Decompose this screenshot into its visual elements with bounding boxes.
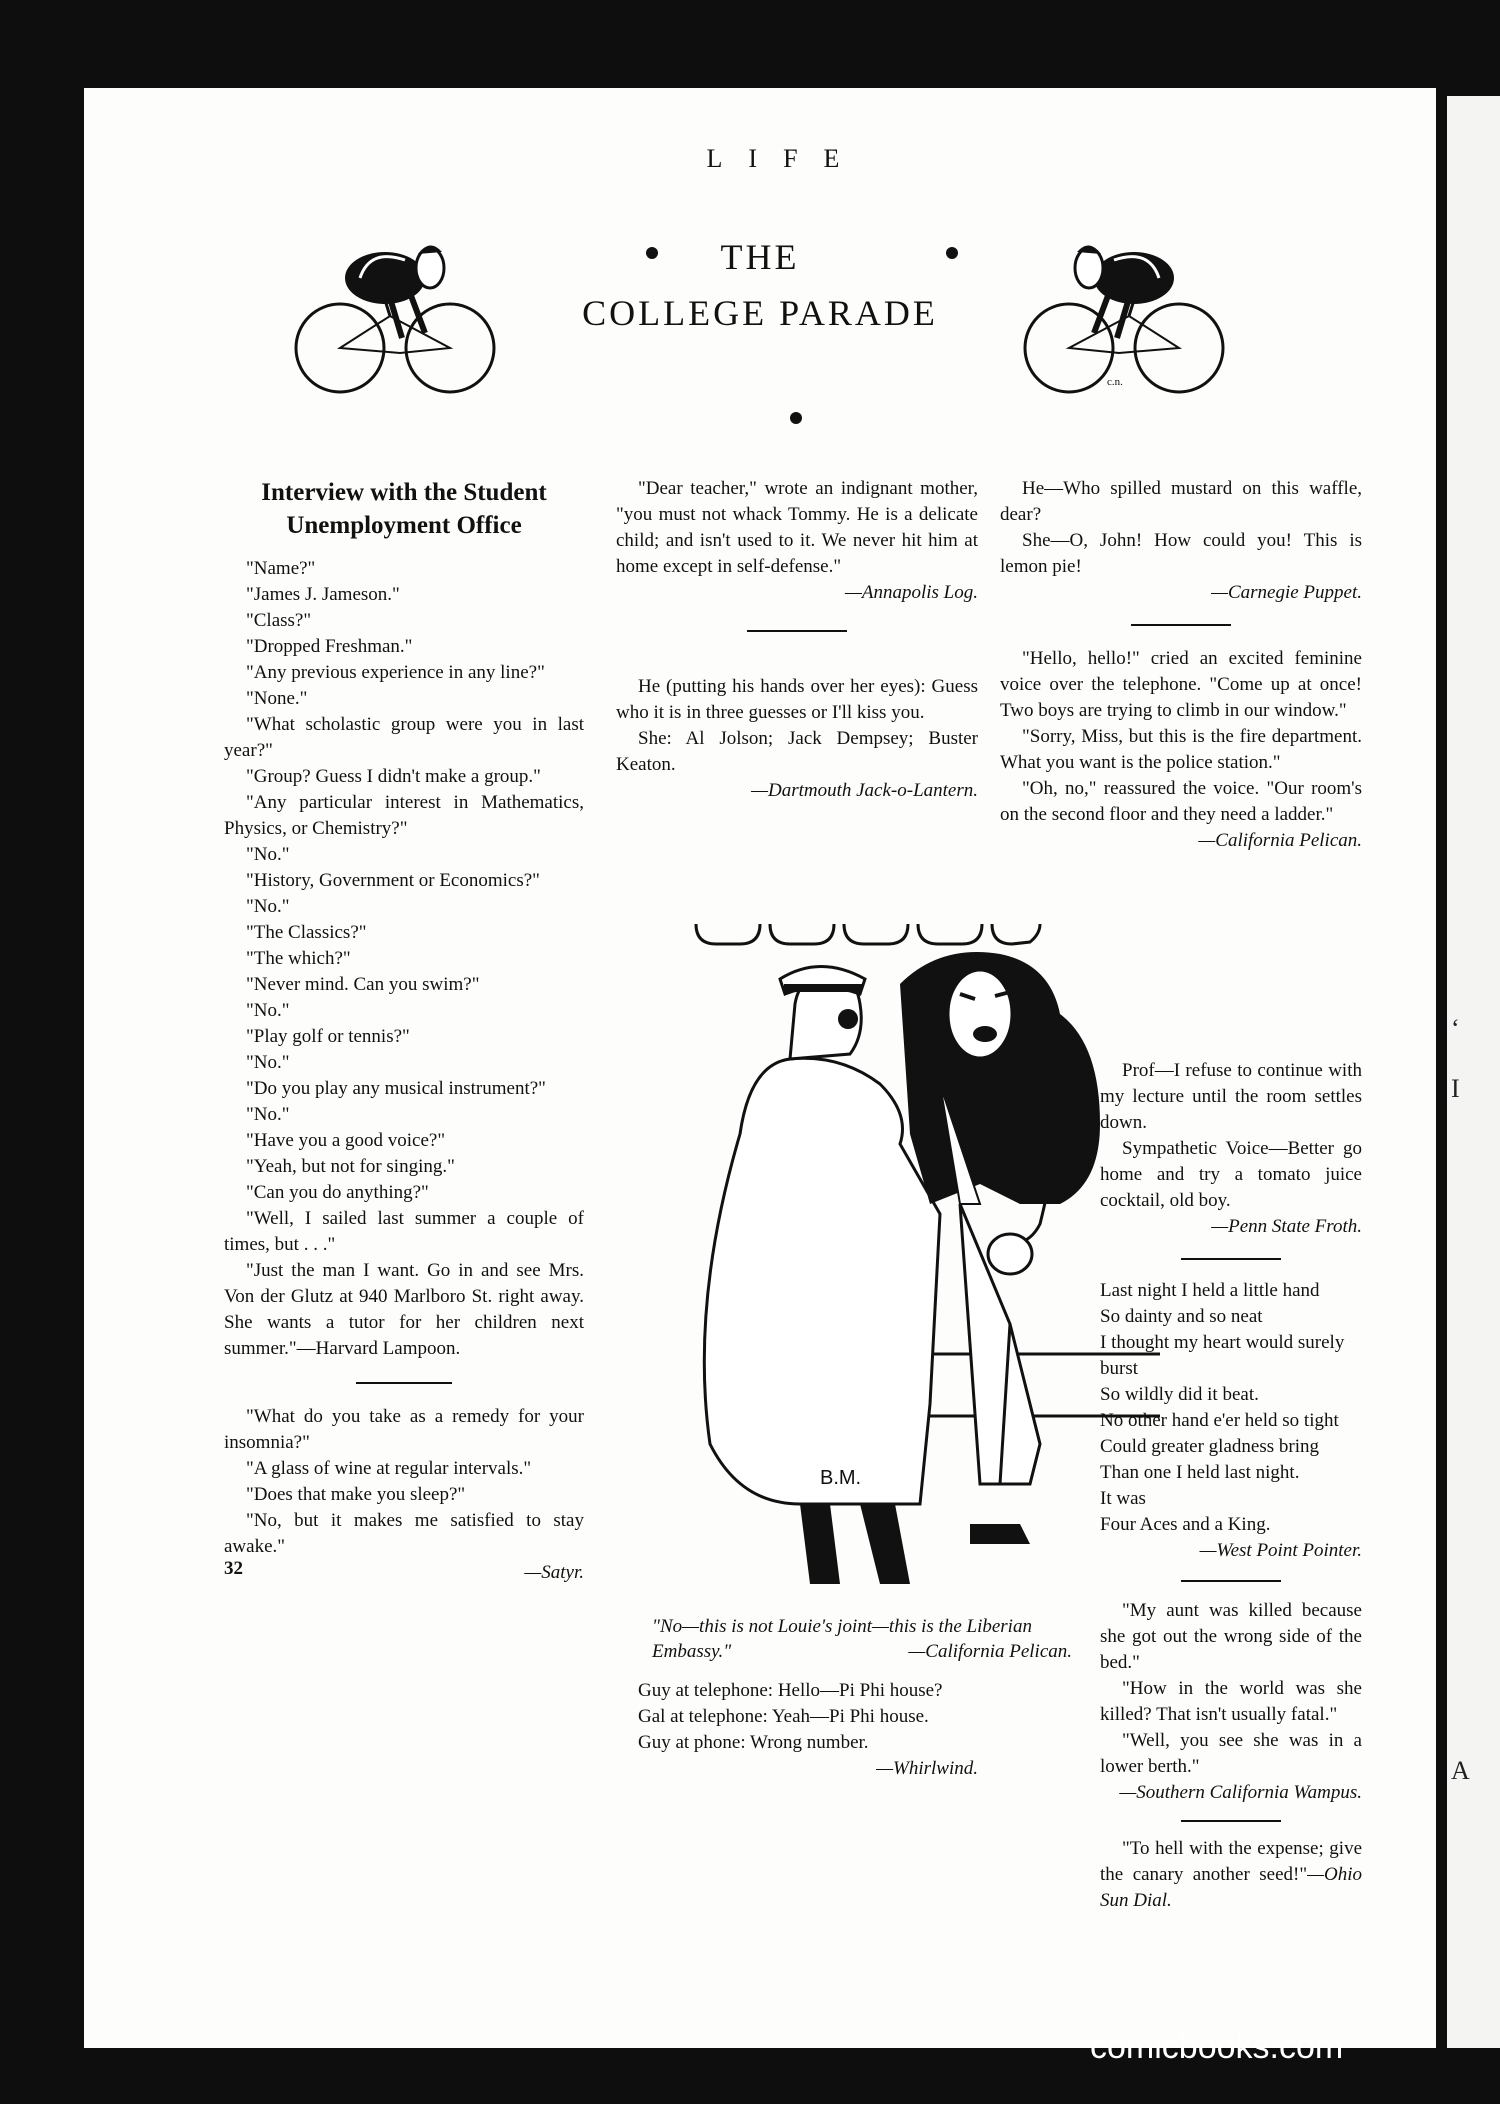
poem-line: Than one I held last night. [1100, 1462, 1300, 1483]
interview-line: "James J. Jameson." [246, 584, 400, 605]
page-title-college-parade: COLLEGE PARADE [582, 293, 938, 333]
poem-line: Four Aces and a King. [1100, 1514, 1271, 1535]
interview-line: "No." [246, 1052, 290, 1073]
fire-line: "Sorry, Miss, but this is the fire department. What you want is the police station." [1000, 726, 1362, 773]
canary-source: —Ohio Sun Dial. [1100, 1864, 1362, 1911]
poem-line: It was [1100, 1488, 1146, 1509]
teacher-joke: "Dear teacher," wrote an indignant mother, "you must not whack Tommy. He is a delicate child; and isn't used to it. We never hit him at home except in self-defense." [616, 478, 978, 577]
interview-line: "History, Government or Economics?" [246, 870, 540, 891]
insomnia-text [224, 1404, 584, 1560]
interview-line: "Yeah, but not for singing." [246, 1156, 455, 1177]
source-credit: —California Pelican. [1198, 830, 1362, 851]
insomnia-line: "A glass of wine at regular intervals." [246, 1458, 532, 1479]
column-left [224, 476, 584, 1586]
poem-line: So dainty and so neat [1100, 1306, 1263, 1327]
mustard-line: She—O, John! How could you! This is lemon pie! [1000, 530, 1362, 577]
poem-line: So wildly did it beat. [1100, 1384, 1259, 1405]
prof-line: Sympathetic Voice—Better go home and try a tomato juice cocktail, old boy. [1100, 1138, 1362, 1211]
column-middle [616, 476, 978, 804]
page-number: 32 [224, 1558, 243, 1579]
interview-line: "No." [246, 1104, 290, 1125]
adjacent-page-edge: ‘ I A [1447, 96, 1500, 2048]
aunt-line: "Well, you see she was in a lower berth." [1100, 1730, 1362, 1777]
phone-line: Gal at telephone: Yeah—Pi Phi house. [638, 1706, 929, 1727]
cyclist-signature: c.n. [1107, 376, 1123, 388]
article-heading: Interview with the Student Unemployment Office [261, 479, 547, 539]
aunt-joke [1100, 1598, 1362, 1780]
column-right [1000, 476, 1362, 854]
interview-line: "No." [246, 1000, 290, 1021]
interview-line: "Can you do anything?" [246, 1182, 429, 1203]
interview-line: "Group? Guess I didn't make a group." [246, 766, 541, 787]
guess-joke-line: She: Al Jolson; Jack Dempsey; Buster Keaton. [616, 728, 978, 775]
interview-line: "No." [246, 896, 290, 917]
magazine-page [84, 88, 1436, 2048]
aunt-line: "How in the world was she killed? That isn't usually fatal." [1100, 1678, 1362, 1725]
interview-line: "Well, I sailed last summer a couple of times, but . . ." [224, 1208, 584, 1255]
interview-line: "Do you play any musical instrument?" [246, 1078, 546, 1099]
guess-joke-line: He (putting his hands over her eyes): Guess who it is in three guesses or I'll kiss you. [616, 676, 978, 723]
source-credit: —Southern California Wampus. [1119, 1782, 1362, 1803]
poem-line: I thought my heart would surely burst [1100, 1332, 1345, 1379]
phone-line: Guy at telephone: Hello—Pi Phi house? [638, 1680, 943, 1701]
column-right-lower [1100, 1058, 1362, 1914]
interview-line: "Have you a good voice?" [246, 1130, 446, 1151]
mustard-line: He—Who spilled mustard on this waffle, dear? [1000, 478, 1362, 525]
interview-text [224, 556, 584, 1362]
magazine-header: LIFE [706, 144, 866, 173]
caption-text: "No—this is not Louie's joint—this is the Liberian Embassy." [652, 1616, 1032, 1662]
phone-joke [616, 1678, 978, 1756]
insomnia-line: "No, but it makes me satisfied to stay awake." [224, 1510, 584, 1557]
caption-source: —California Pelican. [908, 1641, 1072, 1662]
poem [1100, 1278, 1362, 1538]
interview-line: "None." [246, 688, 308, 709]
page-title-the: THE [720, 237, 800, 277]
cyclist-illustration-left [290, 238, 510, 398]
prof-joke [1100, 1058, 1362, 1214]
aunt-line: "My aunt was killed because she got out the wrong side of the bed." [1100, 1600, 1362, 1673]
column-middle-lower [616, 1678, 978, 1782]
interview-line: "Name?" [246, 558, 316, 579]
mustard-joke [1000, 476, 1362, 580]
interview-line: "Just the man I want. Go in and see Mrs. Von der Glutz at 940 Marlboro St. right away. She wants a tutor for her children next summer."—Harvard Lampoon. [224, 1260, 584, 1359]
poem-line: Could greater gladness bring [1100, 1436, 1319, 1457]
canary-joke [1100, 1836, 1362, 1914]
interview-line: "No." [246, 844, 290, 865]
interview-line: "The Classics?" [246, 922, 367, 943]
insomnia-line: "Does that make you sleep?" [246, 1484, 466, 1505]
interview-line: "Any particular interest in Mathematics, Physics, or Chemistry?" [224, 792, 584, 839]
source-credit: —Penn State Froth. [1211, 1216, 1362, 1237]
interview-line: "Any previous experience in any line?" [246, 662, 545, 683]
canary-text: "To hell with the expense; give the canary another seed!" [1100, 1838, 1362, 1885]
source-credit: —Dartmouth Jack-o-Lantern. [751, 780, 978, 801]
insomnia-line: "What do you take as a remedy for your insomnia?" [224, 1406, 584, 1453]
cartoon-illustration [680, 884, 1160, 1604]
poem-line: Last night I held a little hand [1100, 1280, 1320, 1301]
interview-line: "Play golf or tennis?" [246, 1026, 410, 1047]
fire-joke [1000, 646, 1362, 828]
source-credit: —Annapolis Log. [844, 582, 978, 603]
source-credit: —Carnegie Puppet. [1211, 582, 1362, 603]
phone-line: Guy at phone: Wrong number. [638, 1732, 869, 1753]
source-credit: —Satyr. [524, 1562, 584, 1583]
interview-line: "Class?" [246, 610, 312, 631]
title-bullet-right [946, 247, 958, 259]
cartoon-caption [652, 1614, 1072, 1664]
poem-line: No other hand e'er held so tight [1100, 1410, 1339, 1431]
cartoon-signature: B.M. [820, 1467, 862, 1489]
interview-line: "What scholastic group were you in last year?" [224, 714, 584, 761]
title-bullet-bottom [790, 412, 802, 424]
interview-line: "The which?" [246, 948, 351, 969]
source-credit: —Whirlwind. [876, 1758, 978, 1779]
prof-line: Prof—I refuse to continue with my lecture until the room settles down. [1100, 1060, 1362, 1133]
fire-line: "Hello, hello!" cried an excited feminine voice over the telephone. "Come up at once! Two boys are trying to climb in our window." [1000, 648, 1362, 721]
cyclist-illustration-right [1009, 238, 1229, 398]
interview-line: "Dropped Freshman." [246, 636, 413, 657]
interview-line: "Never mind. Can you swim?" [246, 974, 480, 995]
fire-line: "Oh, no," reassured the voice. "Our room's on the second floor and they need a ladder." [1000, 778, 1362, 825]
watermark: comicbooks.com [1090, 2028, 1344, 2066]
source-credit: —West Point Pointer. [1199, 1540, 1362, 1561]
